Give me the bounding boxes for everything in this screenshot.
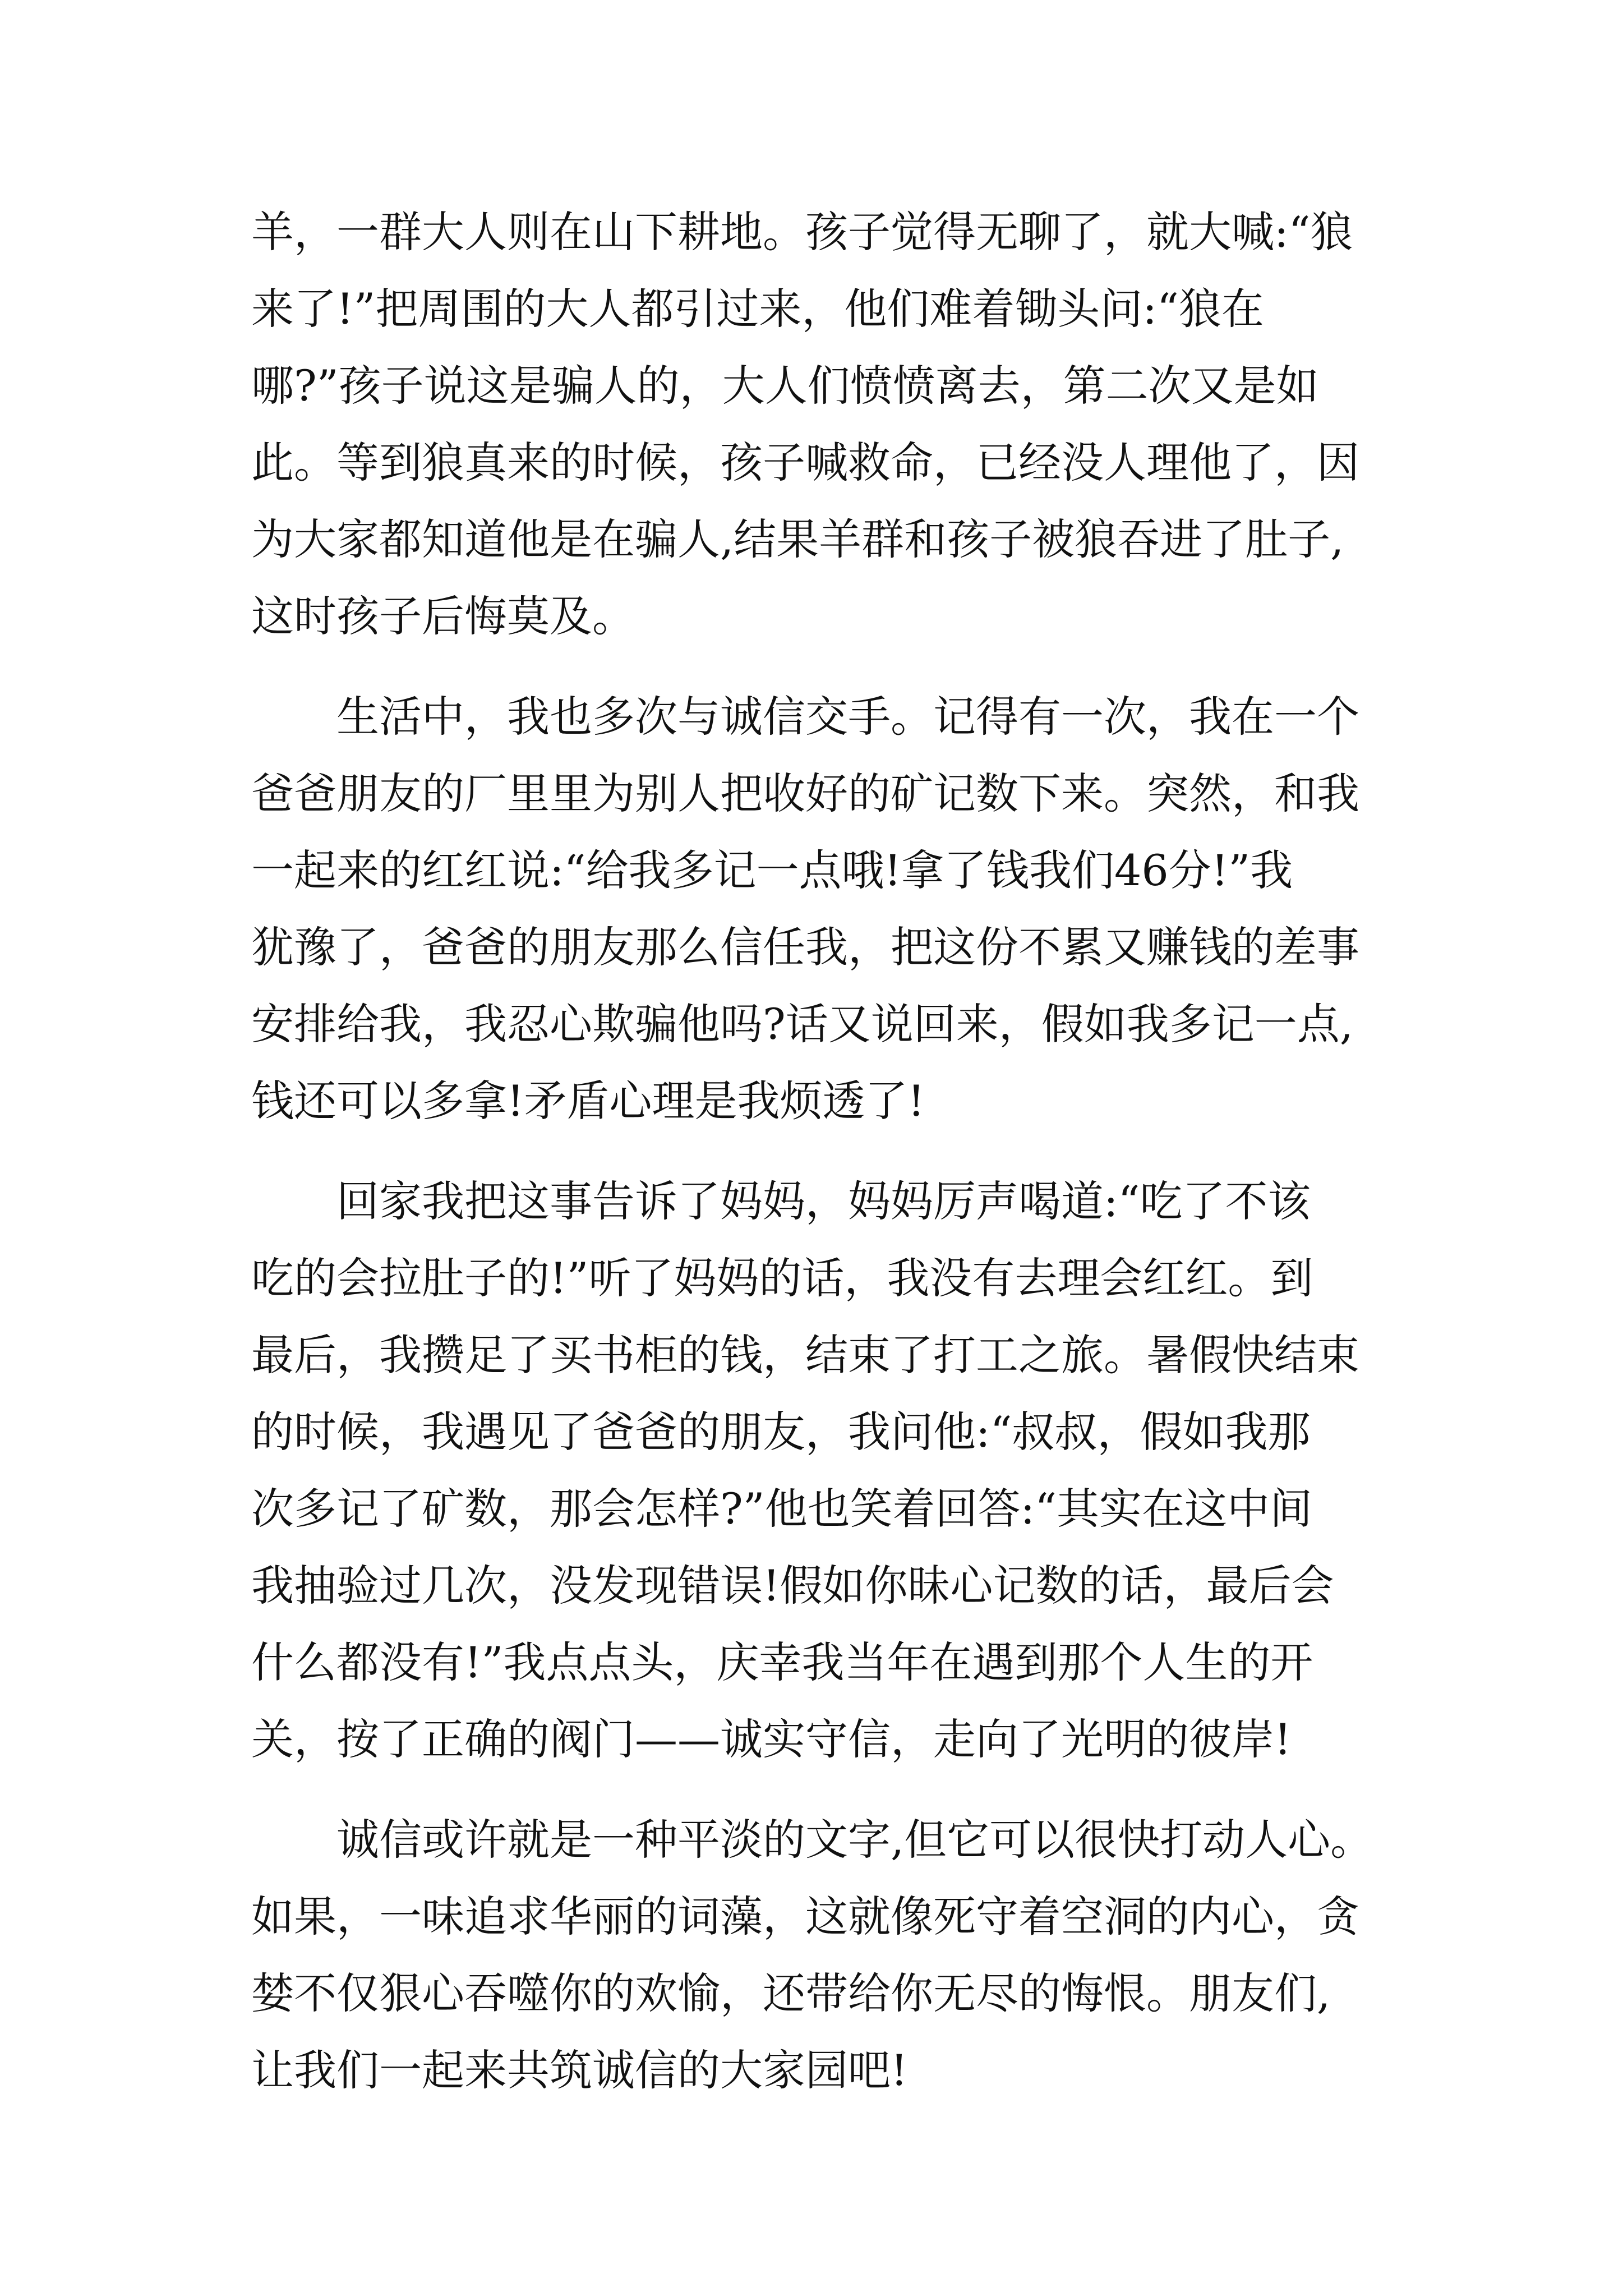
- text-line: 如果，一味追求华丽的词藻，这就像死守着空洞的内心，贪: [251, 1892, 1359, 1941]
- text-line: 来了!”把周围的大人都引过来，他们难着锄头问:“狼在: [251, 284, 1264, 334]
- text-line: 诚信或许就是一种平淡的文字,但它可以很快打动人心。: [251, 1815, 1373, 1865]
- text-line: 一起来的红红说:“给我多记一点哦!拿了钱我们46分!”我: [251, 845, 1293, 895]
- paragraph-4: [251, 1801, 1395, 2109]
- text-line: 吃的会拉肚子的!”听了妈妈的话，我没有去理会红红。到: [251, 1253, 1313, 1303]
- text-line: 犹豫了，爸爸的朋友那么信任我，把这份不累又赚钱的差事: [251, 922, 1359, 972]
- text-line: 这时孩子后悔莫及。: [251, 591, 635, 641]
- paragraph-spacing: [251, 1139, 1395, 1163]
- text-line: 最后，我攒足了买书柜的钱，结束了打工之旅。暑假快结束: [251, 1330, 1359, 1380]
- text-line: 次多记了矿数，那会怎样?”他也笑着回答:“其实在这中间: [251, 1484, 1313, 1534]
- text-line: 的时候，我遇见了爸爸的朋友，我问他:“叔叔，假如我那: [251, 1407, 1311, 1457]
- text-line: 回家我把这事告诉了妈妈，妈妈厉声喝道:“吃了不该: [251, 1176, 1311, 1226]
- text-line: 我抽验过几次，没发现错误!假如你昧心记数的话，最后会: [251, 1561, 1334, 1611]
- paragraph-2: [251, 678, 1395, 1139]
- text-line: 生活中，我也多次与诚信交手。记得有一次，我在一个: [251, 692, 1359, 742]
- paragraph-1: [251, 194, 1395, 655]
- paragraph-3: [251, 1163, 1395, 1778]
- text-line: 哪?”孩子说这是骗人的，大人们愤愤离去，第二次又是如: [251, 361, 1319, 411]
- paragraph-spacing: [251, 655, 1395, 678]
- text-line: 此。等到狼真来的时候，孩子喊救命，已经没人理他了，因: [251, 438, 1359, 487]
- text-line: 什么都没有!”我点点头，庆幸我当年在遇到那个人生的开: [251, 1637, 1313, 1687]
- text-line: 钱还可以多拿!矛盾心理是我烦透了!: [251, 1076, 925, 1126]
- text-line: 让我们一起来共筑诚信的大家园吧!: [251, 2045, 908, 2095]
- text-line: 羊，一群大人则在山下耕地。孩子觉得无聊了，就大喊:“狼: [251, 207, 1353, 257]
- text-line: 关，按了正确的阀门——诚实守信，走向了光明的彼岸!: [251, 1714, 1292, 1764]
- text-line: 为大家都知道他是在骗人,结果羊群和孩子被狼吞进了肚子,: [251, 514, 1344, 564]
- text-line: 婪不仅狠心吞噬你的欢愉，还带给你无尽的悔恨。朋友们,: [251, 1968, 1331, 2018]
- paragraph-spacing: [251, 1778, 1395, 1801]
- text-line: 安排给我，我忍心欺骗他吗?话又说回来，假如我多记一点,: [251, 999, 1353, 1049]
- text-line: 爸爸朋友的厂里里为别人把收好的矿记数下来。突然，和我: [251, 769, 1359, 818]
- body-text: [251, 194, 1395, 2109]
